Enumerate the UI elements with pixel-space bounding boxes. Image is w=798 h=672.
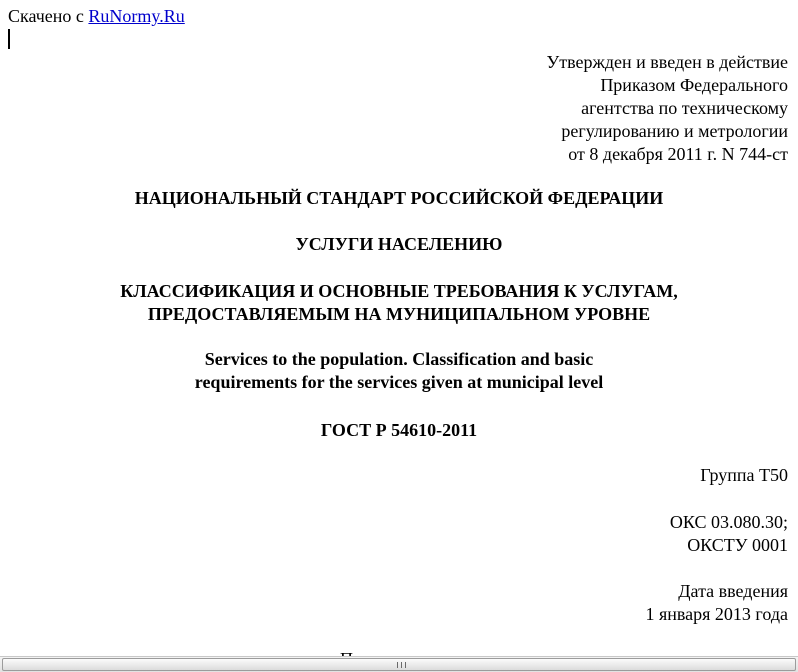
approval-line: агентства по техническому bbox=[581, 98, 788, 118]
approval-line: регулированию и метрологии bbox=[561, 121, 788, 141]
source-prefix: Скачено с bbox=[8, 6, 89, 26]
english-title-line: requirements for the services given at municipal level bbox=[194, 372, 604, 392]
group-code bbox=[700, 464, 788, 487]
approval-line: Утвержден и введен в действие bbox=[546, 52, 788, 72]
classification-line: ПРЕДОСТАВЛЯЕМЫМ НА МУНИЦИПАЛЬНОМ УРОВНЕ bbox=[147, 304, 651, 324]
introduction-date bbox=[645, 580, 788, 626]
classification-title bbox=[0, 280, 798, 326]
introduction-date-label: Дата введения bbox=[678, 581, 788, 601]
services-title bbox=[0, 233, 798, 256]
source-link[interactable]: RuNormy.Ru bbox=[88, 6, 185, 26]
standard-title-text: НАЦИОНАЛЬНЫЙ СТАНДАРТ РОССИЙСКОЙ ФЕДЕРАЦИИ bbox=[134, 188, 664, 208]
english-title bbox=[0, 348, 798, 394]
okstu-code: ОКСТУ 0001 bbox=[687, 535, 788, 555]
group-code-text: Группа Т50 bbox=[700, 465, 788, 485]
gost-number-text: ГОСТ Р 54610-2011 bbox=[320, 420, 478, 440]
gost-number bbox=[0, 419, 798, 442]
services-title-text: УСЛУГИ НАСЕЛЕНИЮ bbox=[295, 234, 503, 254]
english-title-line: Services to the population. Classification and basic bbox=[204, 349, 594, 369]
standard-title bbox=[0, 187, 798, 210]
classification-codes bbox=[670, 511, 788, 557]
classification-line: КЛАССИФИКАЦИЯ И ОСНОВНЫЕ ТРЕБОВАНИЯ К УСЛУГАМ, bbox=[120, 281, 678, 301]
horizontal-scrollbar[interactable] bbox=[0, 656, 798, 672]
scrollbar-grip-icon bbox=[397, 662, 406, 668]
introduction-date-value: 1 января 2013 года bbox=[645, 604, 788, 624]
oks-code: ОКС 03.080.30; bbox=[669, 512, 788, 532]
approval-line: Приказом Федерального bbox=[600, 75, 788, 95]
source-line bbox=[8, 5, 185, 28]
text-caret bbox=[8, 29, 10, 49]
approval-block bbox=[546, 51, 788, 166]
scrollbar-thumb[interactable] bbox=[2, 658, 796, 671]
approval-line: от 8 декабря 2011 г. N 744-ст bbox=[568, 144, 788, 164]
